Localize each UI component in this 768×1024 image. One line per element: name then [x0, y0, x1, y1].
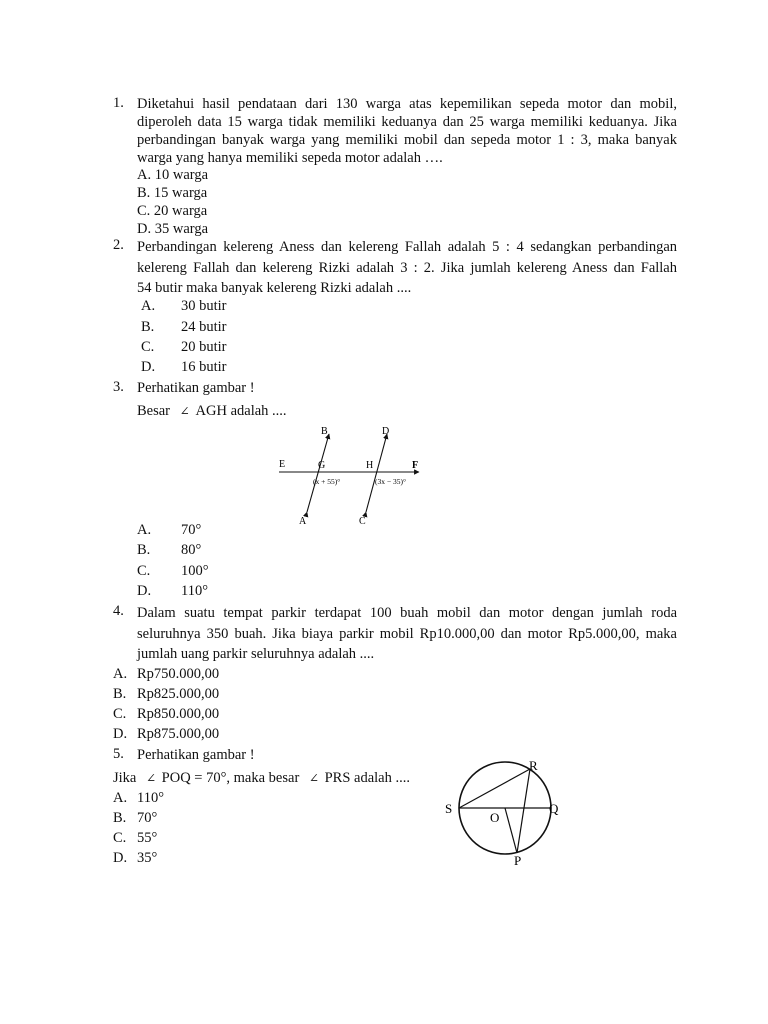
q3-option-b-value: 80°: [181, 542, 202, 558]
q5-line2-c: PRS adalah ....: [324, 770, 410, 786]
q2-line: kelereng Fallah dan kelereng Rizki adalah 3 : 2. Jika jumlah kelereng Aness dan Fallah: [137, 259, 677, 276]
q5-number: 5.: [113, 746, 124, 762]
q5-option-c-value: 55°: [137, 830, 158, 846]
chord-rp: [517, 769, 530, 853]
q2-option-c-value: 20 butir: [181, 339, 227, 355]
q5-line2-b: POQ = 70°, maka besar: [161, 770, 300, 786]
q5-line2-a: Jika: [113, 770, 137, 786]
label-p: P: [514, 853, 522, 868]
q5-option-d-value: 35°: [137, 850, 158, 866]
q3-line2-post: AGH adalah ....: [195, 403, 287, 419]
q3-line2-pre: Besar: [137, 403, 171, 419]
q2-option-a-value: 30 butir: [181, 298, 227, 314]
q5-line1: Perhatikan gambar !: [137, 747, 255, 763]
q3-option-c-value: 100°: [181, 563, 209, 579]
q2-text: [137, 237, 677, 299]
q3-option-a-value: 70°: [181, 522, 202, 538]
angle-label-1: (x + 55)°: [313, 477, 341, 486]
q4-option-b-value: Rp825.000,00: [137, 686, 220, 702]
label-a: A: [299, 516, 307, 527]
label-q: Q: [549, 801, 559, 816]
q2-number: 2.: [113, 237, 124, 253]
q4-option-d-letter: D.: [113, 726, 128, 742]
q2-option-c-letter: C.: [141, 339, 155, 355]
q1-line: perbandingan banyak warga yang memiliki mobil dan sepeda motor 1 : 3, maka banyak: [137, 132, 677, 148]
label-f: F: [412, 460, 419, 471]
q4-text: [137, 603, 677, 665]
q1-option-d: D. 35 warga: [137, 221, 209, 237]
q5-option-a-value: 110°: [137, 790, 165, 806]
label-o: O: [490, 810, 500, 825]
chord-sr: [459, 769, 530, 808]
q3-option-d-letter: D.: [137, 583, 152, 599]
angle-label-2: (3x − 35)°: [375, 477, 406, 486]
q4-line: Dalam suatu tempat parkir terdapat 100 buah mobil dan motor dengan jumlah roda: [137, 605, 677, 621]
label-h: H: [366, 460, 374, 471]
q5-option-c-letter: C.: [113, 830, 127, 846]
q2-line: Perbandingan kelereng Aness dan kelereng Fallah adalah 5 : 4 sedangkan perbandingan: [137, 239, 677, 255]
q2-option-a-letter: A.: [141, 298, 156, 314]
radius-op: [505, 808, 517, 853]
q4-option-a-letter: A.: [113, 666, 128, 682]
q3-option-d-value: 110°: [181, 583, 209, 599]
q3-line1: Perhatikan gambar !: [137, 380, 255, 396]
q3-option-a-letter: A.: [137, 522, 152, 538]
q1-option-a: A. 10 warga: [137, 167, 209, 183]
angle-icon: ∠: [308, 771, 319, 785]
q1-option-b: B. 15 warga: [137, 185, 208, 201]
line-cd: [366, 434, 387, 512]
q4-line: seluruhnya 350 buah. Jika biaya parkir mobil Rp10.000,00 dan motor Rp5.000,00, maka: [137, 625, 677, 642]
angle-icon: ∠: [145, 771, 157, 785]
q2-option-b-letter: B.: [141, 319, 155, 335]
q4-line: jumlah uang parkir seluruhnya adalah ....: [137, 646, 375, 662]
q4-option-c-letter: C.: [113, 706, 127, 722]
q4-option-c-value: Rp850.000,00: [137, 706, 220, 722]
q1-options: [137, 166, 208, 238]
q3-number: 3.: [113, 379, 124, 395]
label-b: B: [321, 426, 328, 437]
q1-option-c: C. 20 warga: [137, 203, 208, 219]
q5-option-a-letter: A.: [113, 790, 128, 806]
q4-option-a-value: Rp750.000,00: [137, 666, 220, 682]
q3-option-b-letter: B.: [137, 542, 151, 558]
label-e: E: [279, 459, 286, 470]
q5-option-b-letter: B.: [113, 810, 127, 826]
q1-line: warga yang hanya memiliki sepeda motor adalah ….: [137, 150, 443, 166]
q2-line: 54 butir maka banyak kelereng Rizki adalah ....: [137, 280, 412, 296]
label-g: G: [318, 460, 326, 471]
q2-option-b-value: 24 butir: [181, 319, 227, 335]
q4-option-b-letter: B.: [113, 686, 127, 702]
label-r: R: [529, 758, 538, 773]
q2-option-d-letter: D.: [141, 359, 156, 375]
q5-option-b-value: 70°: [137, 810, 158, 826]
q1-number: 1.: [113, 95, 124, 111]
q5-figure: [440, 752, 570, 872]
q3-option-c-letter: C.: [137, 563, 151, 579]
q3-figure: [275, 422, 425, 528]
angle-icon: ∠: [179, 404, 190, 418]
label-s: S: [445, 801, 453, 816]
q1-text: [137, 95, 677, 167]
q4-option-d-value: Rp875.000,00: [137, 726, 220, 742]
line-ab: [307, 434, 329, 512]
label-c: C: [359, 516, 366, 527]
q3-line2: [137, 402, 287, 420]
q5-option-d-letter: D.: [113, 850, 128, 866]
q1-line: Diketahui hasil pendataan dari 130 warga atas kepemilikan sepeda motor dan mobil,: [137, 96, 677, 112]
q5-line2: [113, 769, 410, 787]
q2-option-d-value: 16 butir: [181, 359, 227, 375]
q1-line: diperoleh data 15 warga tidak memiliki keduanya dan 25 warga memiliki keduanya. Jika: [137, 114, 677, 130]
label-d: D: [382, 426, 390, 437]
q4-number: 4.: [113, 603, 124, 619]
